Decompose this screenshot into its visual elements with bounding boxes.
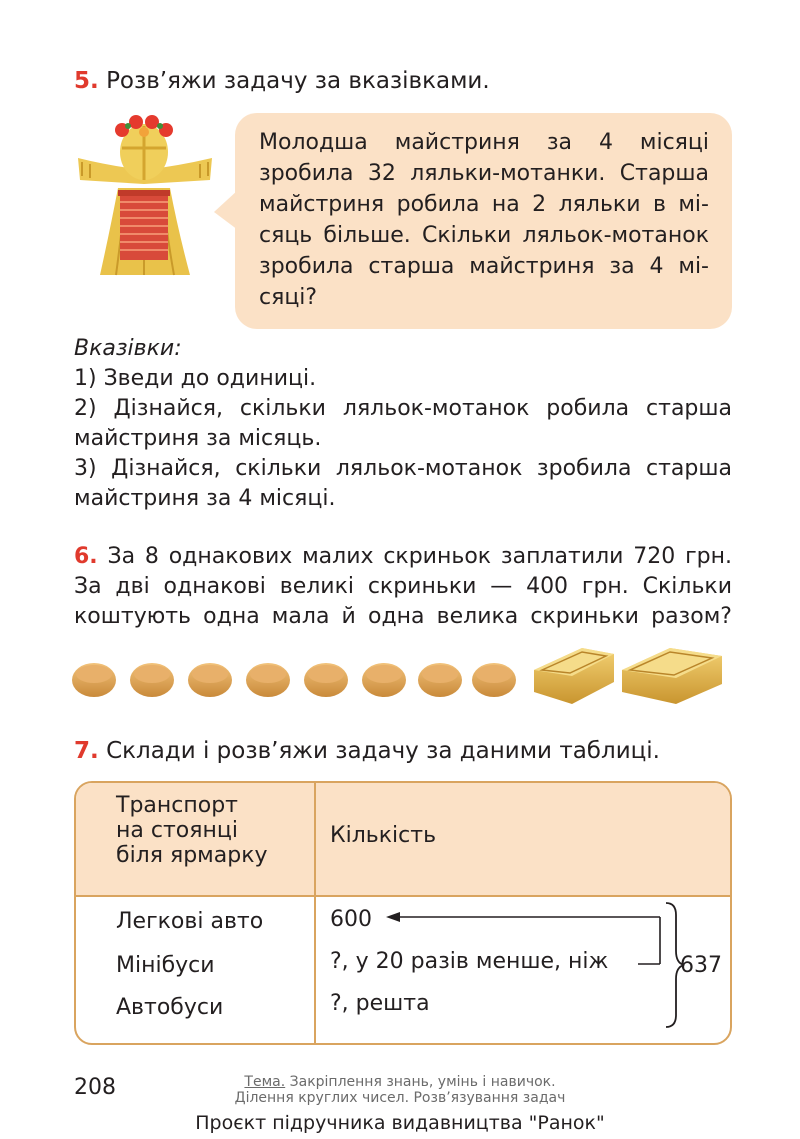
hints-title: Вказівки:: [74, 336, 182, 361]
header-col1-line-2: на стоянці: [116, 818, 238, 843]
task6-line-2: За дві однакові великі скриньки — 400 грн. Скільки: [74, 574, 732, 599]
table-column-divider: [314, 783, 316, 1043]
hint-3-line-1: 3) Дізнайся, скільки ляльок-мотанок зробила старша: [74, 456, 732, 481]
problem-line-1: Молодша майстриня за 4 місяці: [259, 130, 709, 155]
small-box-icon: [472, 663, 516, 697]
header-col1: [116, 793, 268, 868]
hint-2-line-2: майстриня за місяць.: [74, 426, 322, 451]
row-3-value: ?, решта: [330, 991, 430, 1016]
task5-title-text: Розв’яжи задачу за вказівками.: [106, 68, 490, 94]
hint-1: 1) Зведи до одиниці.: [74, 366, 317, 391]
task7-title-text: Склади і розв’яжи задачу за даними таблиці.: [106, 738, 660, 764]
task7-number: 7.: [74, 738, 99, 764]
task5-title: [74, 66, 490, 96]
footer-topic-line-2: Ділення круглих чисел. Розв’язування задач: [234, 1090, 566, 1106]
header-col1-line-3: біля ярмарку: [116, 843, 268, 868]
small-box-icon: [130, 663, 174, 697]
page-number: 208: [74, 1075, 116, 1100]
hints-block: [74, 334, 732, 514]
problem-line-2: зробила 32 ляльки-мотанки. Старша: [259, 161, 709, 186]
footer-topic-label: Тема.: [244, 1074, 286, 1090]
task6-line-1: [74, 542, 732, 572]
task7-title: [74, 736, 660, 766]
task6-number: 6.: [74, 544, 98, 569]
footer-topic-rest: Закріплення знань, умінь і навичок.: [285, 1074, 556, 1090]
problem-line-4: сяць більше. Скільки ляльок-мотанок: [259, 223, 709, 248]
task5-number: 5.: [74, 68, 99, 94]
small-box-icon: [418, 663, 462, 697]
row-2-value: ?, у 20 разів менше, ніж: [330, 949, 609, 974]
row-2-type: Мінібуси: [116, 953, 215, 978]
comparison-arrow-icon: [386, 912, 660, 964]
bubble-tail: [214, 190, 238, 230]
problem-line-3: майстриня робила на 2 ляльки в мі-: [259, 192, 709, 217]
problem-line-6: сяці?: [259, 285, 318, 310]
total-value: 637: [680, 953, 722, 978]
comparison-arrow-and-brace: [376, 901, 696, 1031]
row-1-value: 600: [330, 907, 372, 932]
small-box-icon: [188, 663, 232, 697]
task6-block: [74, 542, 732, 632]
footer-topic: [150, 1074, 650, 1106]
problem-text: [259, 127, 709, 313]
transport-table: [74, 781, 732, 1045]
header-col1-line-1: Транспорт: [116, 793, 238, 818]
publisher-note: Проєкт підручника видавництва "Ранок": [195, 1112, 605, 1134]
header-col2: Кількість: [330, 823, 437, 848]
small-box-icon: [246, 663, 290, 697]
task6-line-1-text: За 8 однакових малих скриньок заплатили 720 грн.: [107, 544, 732, 569]
hint-3-line-2: майстриня за 4 місяці.: [74, 486, 336, 511]
small-box-icon: [72, 663, 116, 697]
hint-2-line-1: 2) Дізнайся, скільки ляльок-мотанок робила старша: [74, 396, 732, 421]
row-3-type: Автобуси: [116, 995, 224, 1020]
problem-line-5: зробила старша майстриня за 4 мі-: [259, 254, 709, 279]
large-box-icon: [622, 648, 722, 704]
footer-topic-line-1: [150, 1074, 650, 1090]
large-box-icon: [534, 648, 614, 704]
small-box-icon: [362, 663, 406, 697]
boxes-illustration: [72, 640, 728, 706]
small-box-icon: [304, 663, 348, 697]
task6-line-3: коштують одна мала й одна велика скриньки разом?: [74, 604, 732, 629]
row-1-type: Легкові авто: [116, 909, 264, 934]
motanka-doll-illustration: [70, 110, 220, 282]
